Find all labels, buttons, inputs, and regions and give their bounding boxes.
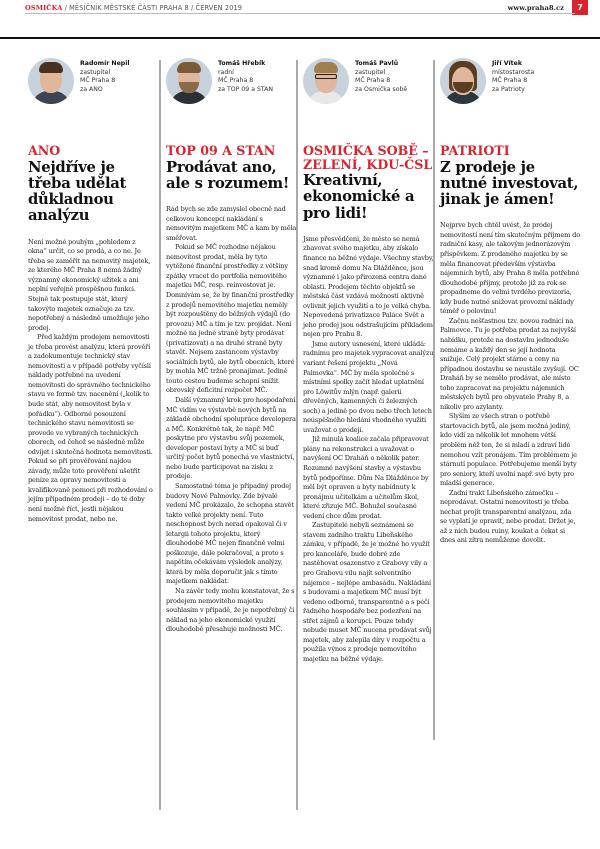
author-profile (297, 55, 434, 107)
website-link[interactable]: www.praha8.cz (507, 4, 564, 12)
author-profile (160, 55, 297, 107)
author-district: MČ Praha 8 (80, 77, 116, 85)
opinion-column-ano (0, 55, 160, 524)
party-label: ANO (28, 143, 61, 158)
article-headline: Nejdříve je třeba udělat důkladnou analýzu (28, 158, 127, 225)
author-info (218, 60, 273, 94)
paragraph: Před každým prodejem nemovitosti je třeba provést analýzu, která prověří a zadokumentuje technický stav nemovitosti a v případě potřeby vyčíslí náklady potřebné na uvedení nemovitosti do správného technického stavu ve formě tzv. nacenění („kolik to bude stát, aby nemovitost byla v pořádku“). Odborné posouzení technického stavu nemovitosti se provede ve vybraných technických oborech, od čehož se následně může odvíjet i skutečná hodnota nemovitosti. Pokud se při prověřování najdou závady, může toto prověření ušetřit peníze za opravy nemovitosti a kvalifikovaně pomoci při rozhodování o jejím případném prodeji – do té doby není možné říct, jestli nějakou nemovitost prodat, nebo ne. (28, 333, 153, 523)
paragraph: Není možné pouhým „pohledem z okna“ určit, co se prodá, a co ne. Je třeba se zaměřit na nemovitý majetek, ze kterého MČ Praha 8 nemá žádný významný ekonomický užitek a ani neplní veřejně prospěšnou funkci. Stejně tak postupuje stát, který takovýto majetek označuje za tzv. nepotřebný a následně umožňuje jeho prodej. (28, 237, 151, 332)
paragraph: Samostatné téma je případný prodej budovy Nové Palmovky. Zde bývalé vedení MČ prokázalo, že schopna stavět takto velké projekty není. Tuto neschopnost bych nerad opakoval či v letargii tohoto projektu, který dlouhodobě MČ nejen finančně velmi poškozuje, dále pokračoval, a proto s napětím očekávám výsledek analýzy, která by měla doporučit jak s tímto majetkem nakládat. (166, 481, 294, 586)
author-name: Jiří Vítek (492, 60, 522, 67)
publication-subtitle: / MĚSÍČNÍK MĚSTSKÉ ČÁSTI PRAHA 8 / ČERVEN 2019 (62, 4, 243, 12)
author-photo (303, 58, 349, 104)
opinion-column-patrioti (434, 55, 600, 546)
party-label: PATRIOTI (440, 143, 510, 158)
page-header (0, 0, 600, 14)
author-name: Tomáš Pavlů (355, 60, 399, 67)
page-number: 7 (572, 0, 588, 15)
author-role: zastupitel (80, 68, 111, 76)
paragraph: Jsme přesvědčeni, že město se nemá zbavovat svého majetku, aby získalo finance na běžné výdaje. Všechny stavby, snad kromě domu Na Dlážděnce, jsou významné i jako přirozená centra dané oblasti. Prodejem těchto objektů se městská část vzdává možnosti aktivně ovlivnit jejich využití a to je velká chyba. Nepovedená privatizace Paláce Svět a jeho prodej jsou odstrašujícím příkladem nejen pro Prahu 8. (303, 234, 434, 339)
paragraph: Nejprve bych chtěl uvést, že prodej nemovitostí není tím skutečným příjmem do radniční kasy, ale takovým jednorázovým příspěvkem. Z prodaného majetku by se měla financovat především výstavba nájemních bytů, aby Praha 8 měla potřebné dlouhodobé příjmy, protože již za rok se propadneme do velmi tvrdého provizoria, kdy bude nutné snižovat provozní náklady téměř o polovinu! (440, 221, 580, 316)
paragraph: Pokud se MČ rozhodne nějakou nemovitost prodat, měla by tyto vytěžené finanční prostředky z většiny zpátky vracet do portfolia nemovitého majetku MČ, resp. reinvestovat je. Domnívám se, že by finanční prostředky z prodejů nemovitého majetku neměly být rozpouštěny do běžných výdajů (do provozu) MČ a tím je tzv. projídat. Není možné na jedné straně byty prodávat (privatizovat) a na druhé straně byty stavět. Nejsem zastáncem výstavby sociálních bytů, ale bytů obecních, které by mohla MČ tržně pronajímat. Jedině touto cestou budeme schopni snížit obrovský deficitní rozpočet MČ. (166, 243, 295, 395)
paragraph: Slyším ze všech stran o potřebě startovacích bytů, ale jsem možná jediný, kdo vidí za několik let mnohem větší problém něž ten, že si mladí a zdraví lidé nemohou vzít pronájem. Tím problémem je stárnutí populace. Potřebujeme menší byty pro seniory, kteří uvolní např. své byty pro mladší generace. (440, 412, 577, 488)
author-party: za Patrioty (492, 85, 525, 93)
author-photo (28, 58, 74, 104)
author-name: Radomír Nepil (80, 60, 130, 67)
paragraph: Další významný krok pro hospodaření MČ vidím ve výstavbě nových bytů na základě obchodní spolupráce developera a MČ. Konkrétně tak, že např. MČ poskytne pro výstavbu svůj pozemek, developer postaví byty a MČ si buď určitý počet bytů ponechá ve vlastnictví, nebo bude participovat na zisku z prodeje. (166, 396, 296, 481)
author-profile (434, 55, 600, 107)
author-info (492, 60, 534, 94)
author-district: MČ Praha 8 (218, 77, 254, 85)
author-role: zastupitel (355, 68, 386, 76)
paragraph: Na závěr tedy mohu konstatovat, že s prodejem nemovitého majetku souhlasím v případě, že je nepotřebný či náklad na jeho ekonomické využití dlouhodobě přesahuje možnosti MČ. (166, 586, 295, 634)
article-body (166, 205, 297, 635)
author-info (355, 60, 407, 94)
party-label: OSMIČKA SOBĚ – ZELENÍ, KDU-ČSL (303, 143, 433, 172)
section-divider (0, 37, 600, 39)
author-district: MČ Praha 8 (355, 77, 391, 85)
paragraph: Jsme autory usnesení, které ukládá: radnímu pro majetek vypracovat analýzu variant řešení projektu „Nová Palmovka“. MČ by měla společně s místními spolky začít hledat uplatnění pro Löwitův mlýn (např. galerii dřevěných, kamenných či železných soch) a jedině po dvou nebo třech letech neúspěšného hledání vhodného využití uvažovat o prodeji. (303, 339, 434, 434)
author-role: radní (218, 68, 234, 76)
article-headline: Prodávat ano, ale s rozumem! (166, 158, 290, 192)
author-role: místostarosta (492, 68, 535, 76)
author-photo (166, 58, 212, 104)
opinion-column-osmicka-sobe (297, 55, 434, 665)
author-party: za ANO (80, 85, 103, 93)
article-headline: Kreativní, ekonomické a pro lidi! (303, 172, 415, 222)
header-divider (25, 13, 575, 14)
paragraph: Již minulá koalice začala připravovat plány na rekonstrukci a uvažovat o navýšení OC Draháň o několik pater. Rozumné navýšení stavby a výstavbu bytů podpoříme. Dům Na Dlážděnce by měl být opraven a byty nabídnuty k pronájmu učitelkám a učitelům škol, které zřizuje MČ. Bohužel současné vedení chce dům prodat. (303, 435, 429, 520)
opinion-column-top09 (160, 55, 297, 635)
article-body (440, 221, 580, 546)
paragraph: Zadní trakt Libeňského zámečku – neprodávat. Ostatní nemovitosti je třeba nechat projít transparentní analýzou, zda se vyplatí je opravit, nebo prodat. Držet je, až z nich budou ruiny, koukat a čekat si dnes ani zítra nemůžeme dovolit. (440, 488, 576, 545)
author-district: MČ Praha 8 (492, 77, 528, 85)
publication-line (25, 4, 242, 12)
paragraph: Zastupitelé nebyli seznámeni se stavem zadního traktu Libeňského zámku, v případě, že je možné ho využít pro kanceláře, bude dobré zde nastěhovat osazenstvo z Grabovy vily a pro Grabovu vilu najít solventního nájemce – nejlépe ambasádu. Nakládání s budovami a majetkem MČ musí být vedeno odborně, transparentně a s péčí řádného hospodáře bez podezření na střet zájmů a korupci. Pouze tehdy nebude muset MČ nucena prodávat svůj majetek, aby zalepila díry v rozpočtu a použila výnos z prodeje nemovitého majetku na běžné výdaje. (303, 521, 432, 663)
article-headline: Z prodeje je nutné investovat, jinak je ámen! (440, 158, 579, 209)
article-body (28, 238, 155, 524)
author-party: za TOP 09 a STAN (218, 85, 274, 93)
paragraph: Začnu nešťastnou tzv. novou radnicí na Palmovce. Tu je potřeba prodat za nejvyšší nabídku, protože na dostavbu jednoduše nemáme a každý den se její hodnota snižuje. Celý projekt stárne a ceny na případnou dostavbu se neustále zvyšují. OC Draháň by se nemělo prodávat, ale místo toho zapracovat na projektu nájemních městských bytů pro obyvatele Prahy 8, a nikoliv pro azylanty. (440, 316, 579, 411)
article-body (303, 235, 434, 665)
author-info (80, 60, 129, 94)
author-profile (0, 55, 160, 107)
party-label: TOP 09 A STAN (166, 143, 276, 158)
author-party: za Osmička sobě (355, 85, 408, 93)
author-name: Tomáš Hřebík (218, 60, 266, 67)
publication-brand: OSMIČKA (25, 4, 63, 12)
author-photo (440, 58, 486, 104)
paragraph: Rád bych se zde zamyslel obecně nad celkovou koncepcí nakládání s nemovitým majetkem MČ a kam by měla směřovat. (166, 205, 297, 242)
